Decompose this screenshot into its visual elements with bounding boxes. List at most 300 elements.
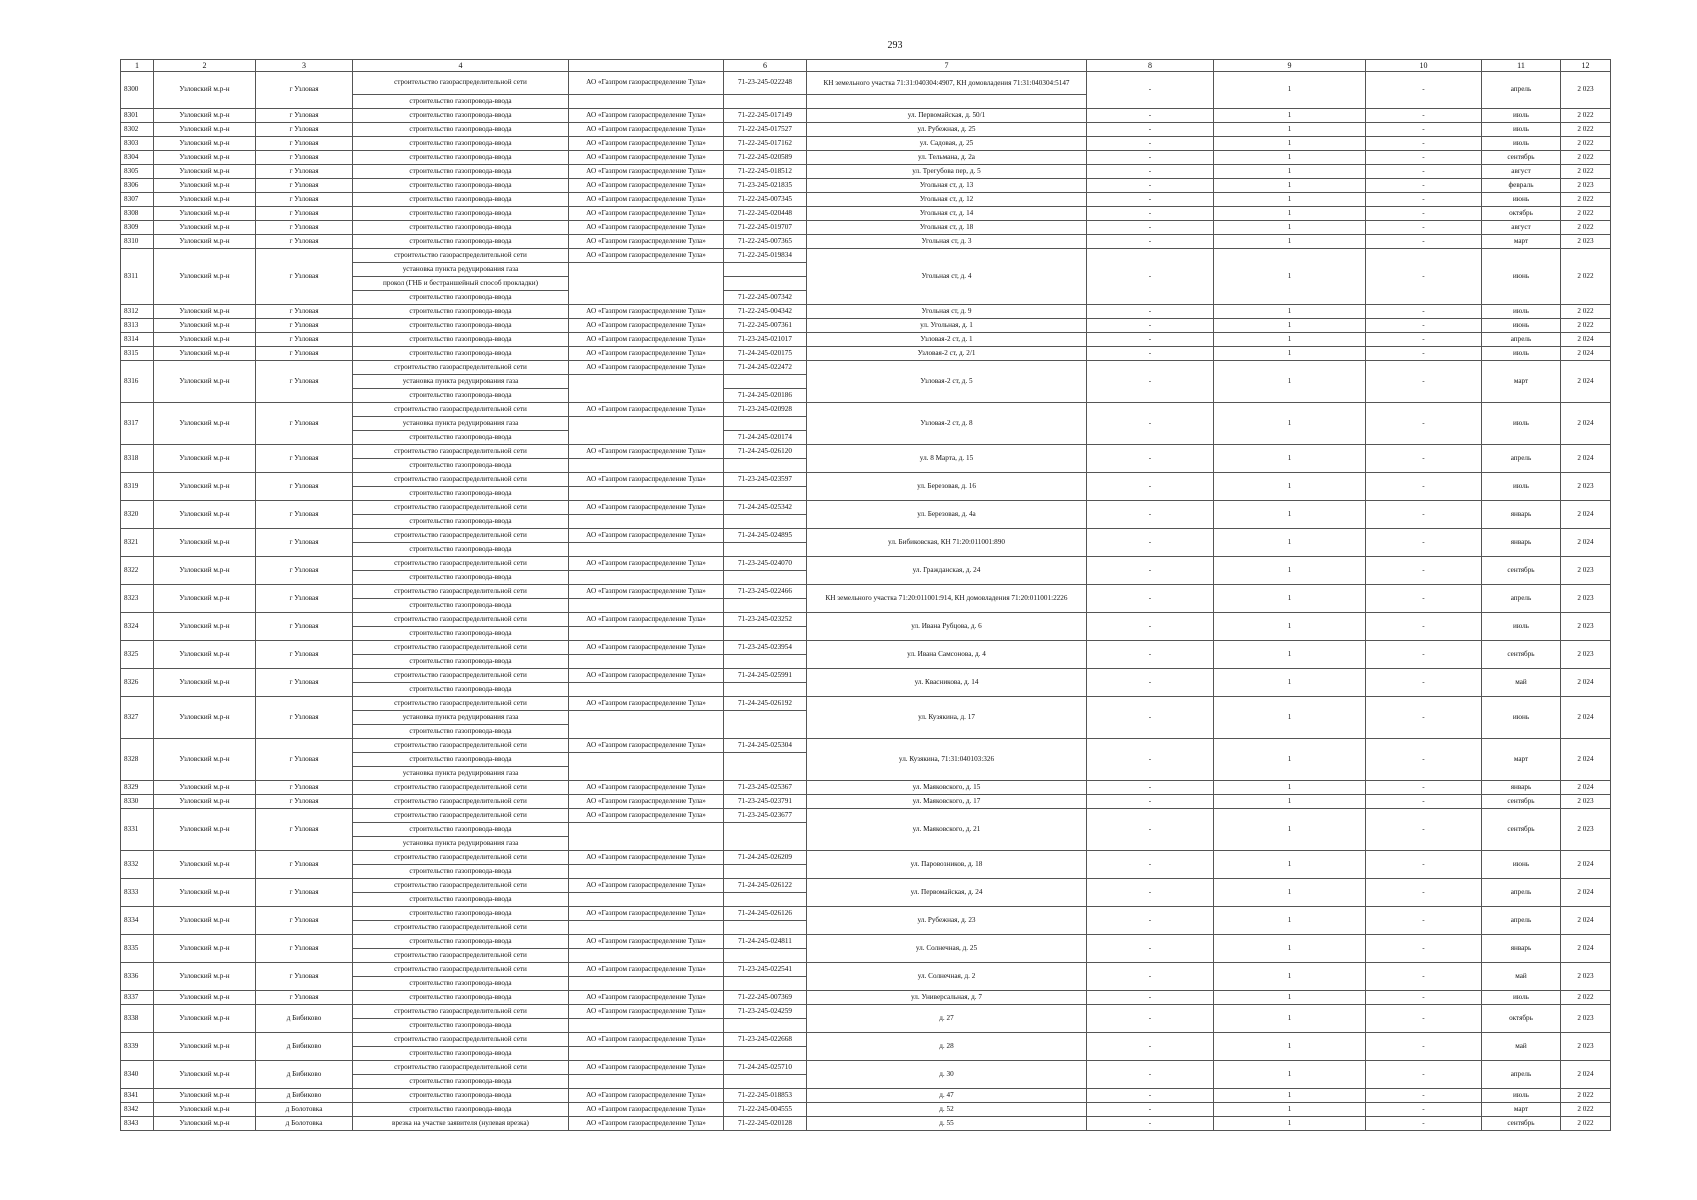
year-cell: 2 022 [1561,109,1611,123]
district-cell: Узловский м.р-н [154,795,256,809]
column-10-cell: - [1366,879,1482,907]
column-10-cell: - [1366,851,1482,879]
column-9-cell: 1 [1214,179,1366,193]
district-cell: Узловский м.р-н [154,557,256,585]
row-number-cell: 8337 [121,991,154,1005]
district-cell: Узловский м.р-н [154,179,256,193]
column-10-cell: - [1366,235,1482,249]
column-8-cell: - [1087,557,1214,585]
year-cell: 2 024 [1561,739,1611,781]
table-row [121,851,1611,865]
column-10-cell: - [1366,151,1482,165]
work-type-cell: строительство газопровода-ввода [353,487,569,501]
organization-cell-empty [569,711,724,739]
column-10-cell: - [1366,305,1482,319]
locality-cell: г Узловая [256,207,353,221]
locality-cell: г Узловая [256,669,353,697]
organization-cell-empty [569,949,724,963]
row-number-cell: 8335 [121,935,154,963]
month-cell: июль [1482,1089,1561,1103]
work-type-cell: прокол (ГНБ и бестраншейный способ прокладки) [353,277,569,291]
row-number-cell: 8306 [121,179,154,193]
district-cell: Узловский м.р-н [154,193,256,207]
organization-cell-empty [569,417,724,445]
work-type-cell: строительство газопровода-ввода [353,137,569,151]
work-type-cell: строительство газораспределительной сети [353,697,569,711]
column-9-cell: 1 [1214,151,1366,165]
month-cell: май [1482,963,1561,991]
column-8-cell: - [1087,795,1214,809]
year-cell: 2 022 [1561,305,1611,319]
column-10-cell: - [1366,935,1482,963]
locality-cell: г Узловая [256,907,353,935]
work-type-cell: строительство газопровода-ввода [353,109,569,123]
locality-cell: г Узловая [256,137,353,151]
year-cell: 2 024 [1561,907,1611,935]
column-9-cell: 1 [1214,1005,1366,1033]
request-code-cell: 71-22-245-007361 [724,319,807,333]
column-10-cell: - [1366,781,1482,795]
work-type-cell: строительство газораспределительной сети [353,585,569,599]
month-cell: июль [1482,109,1561,123]
column-9-cell: 1 [1214,851,1366,879]
table-row [121,739,1611,753]
organization-cell: АО «Газпром газораспределение Тула» [569,529,724,543]
column-9-cell: 1 [1214,879,1366,907]
column-9-cell: 1 [1214,165,1366,179]
work-type-cell: строительство газораспределительной сети [353,739,569,753]
work-type-cell: строительство газопровода-ввода [353,725,569,739]
column-8-cell: - [1087,669,1214,697]
organization-cell: АО «Газпром газораспределение Тула» [569,781,724,795]
month-cell: апрель [1482,333,1561,347]
address-cell-empty [807,95,1087,109]
organization-cell-empty [569,95,724,109]
address-cell: ул. Рубежная, д. 23 [807,907,1087,935]
district-cell: Узловский м.р-н [154,109,256,123]
column-10-cell: - [1366,641,1482,669]
request-code-cell: 71-24-245-026192 [724,697,807,711]
month-cell: сентябрь [1482,151,1561,165]
district-cell: Узловский м.р-н [154,851,256,879]
work-type-cell: строительство газопровода-ввода [353,907,569,921]
locality-cell: д Бибиково [256,1005,353,1033]
district-cell: Узловский м.р-н [154,221,256,235]
address-cell: ул. Рубежная, д. 25 [807,123,1087,137]
address-cell: ул. Маяковского, д. 17 [807,795,1087,809]
district-cell: Узловский м.р-н [154,137,256,151]
work-type-cell: строительство газораспределительной сети [353,669,569,683]
month-cell: январь [1482,529,1561,557]
table-row [121,1089,1611,1103]
column-8-cell: - [1087,907,1214,935]
month-cell: сентябрь [1482,641,1561,669]
column-9-cell: 1 [1214,641,1366,669]
table-row [121,585,1611,599]
district-cell: Узловский м.р-н [154,403,256,445]
column-9-cell: 1 [1214,907,1366,935]
organization-cell: АО «Газпром газораспределение Тула» [569,319,724,333]
organization-cell-empty [569,683,724,697]
table-row [121,221,1611,235]
column-8-cell: - [1087,501,1214,529]
work-type-cell: строительство газопровода-ввода [353,935,569,949]
table-row [121,72,1611,95]
organization-cell-empty [569,599,724,613]
column-9-cell: 1 [1214,207,1366,221]
request-code-cell: 71-23-245-021835 [724,179,807,193]
address-cell: ул. Тельмана, д. 2а [807,151,1087,165]
request-code-cell: 71-22-245-007342 [724,291,807,305]
column-10-cell: - [1366,361,1482,403]
locality-cell: г Узловая [256,641,353,669]
address-cell: Узловая-2 ст, д. 8 [807,403,1087,445]
column-10-cell: - [1366,991,1482,1005]
organization-cell: АО «Газпром газораспределение Тула» [569,1061,724,1075]
request-code-cell: 71-24-245-026126 [724,907,807,921]
column-8-cell: - [1087,739,1214,781]
work-type-cell: установка пункта редуцирования газа [353,711,569,725]
row-number-cell: 8330 [121,795,154,809]
locality-cell: г Узловая [256,501,353,529]
request-code-cell: 71-22-245-018512 [724,165,807,179]
work-type-cell: строительство газопровода-ввода [353,95,569,109]
column-10-cell: - [1366,193,1482,207]
work-type-cell: строительство газораспределительной сети [353,361,569,375]
column-10-cell: - [1366,907,1482,935]
year-cell: 2 023 [1561,641,1611,669]
row-number-cell: 8321 [121,529,154,557]
column-9-cell: 1 [1214,403,1366,445]
year-cell: 2 022 [1561,207,1611,221]
request-code-cell-empty [724,865,807,879]
address-cell: ул. 8 Марта, д. 15 [807,445,1087,473]
request-code-cell: 71-24-245-025710 [724,1061,807,1075]
table-row [121,1103,1611,1117]
organization-cell-empty [569,893,724,907]
row-number-cell: 8303 [121,137,154,151]
organization-cell: АО «Газпром газораспределение Тула» [569,851,724,865]
column-8-cell: - [1087,641,1214,669]
column-header: 2 [154,60,256,72]
column-header: 12 [1561,60,1611,72]
row-number-cell: 8339 [121,1033,154,1061]
row-number-cell: 8300 [121,72,154,109]
request-code-cell: 71-22-245-020589 [724,151,807,165]
request-code-cell-empty [724,487,807,501]
address-cell: ул. Березовая, д. 16 [807,473,1087,501]
locality-cell: г Узловая [256,249,353,305]
column-10-cell: - [1366,809,1482,851]
month-cell: июнь [1482,193,1561,207]
request-code-cell: 71-23-245-025367 [724,781,807,795]
year-cell: 2 023 [1561,613,1611,641]
work-type-cell: установка пункта редуцирования газа [353,417,569,431]
row-number-cell: 8332 [121,851,154,879]
request-code-cell-empty [724,655,807,669]
work-type-cell: строительство газораспределительной сети [353,473,569,487]
table-row [121,207,1611,221]
address-cell: ул. Садовая, д. 25 [807,137,1087,151]
year-cell: 2 023 [1561,1005,1611,1033]
request-code-cell: 71-23-245-022668 [724,1033,807,1047]
work-type-cell: строительство газораспределительной сети [353,1061,569,1075]
work-type-cell: строительство газопровода-ввода [353,123,569,137]
request-code-cell: 71-23-245-024259 [724,1005,807,1019]
organization-cell: АО «Газпром газораспределение Тула» [569,1117,724,1131]
year-cell: 2 022 [1561,319,1611,333]
district-cell: Узловский м.р-н [154,319,256,333]
address-cell: д. 28 [807,1033,1087,1061]
locality-cell: г Узловая [256,473,353,501]
month-cell: сентябрь [1482,809,1561,851]
page-number: 293 [887,40,903,51]
table-row [121,697,1611,711]
request-code-cell: 71-24-245-020175 [724,347,807,361]
column-9-cell: 1 [1214,1117,1366,1131]
column-9-cell: 1 [1214,193,1366,207]
district-cell: Узловский м.р-н [154,347,256,361]
column-8-cell: - [1087,123,1214,137]
district-cell: Узловский м.р-н [154,333,256,347]
column-9-cell: 1 [1214,1061,1366,1089]
work-type-cell: строительство газопровода-ввода [353,221,569,235]
organization-cell-empty [569,543,724,557]
request-code-cell-empty [724,683,807,697]
column-9-cell: 1 [1214,501,1366,529]
work-type-cell: строительство газопровода-ввода [353,515,569,529]
month-cell: июль [1482,613,1561,641]
year-cell: 2 022 [1561,1089,1611,1103]
address-cell: Узловая-2 ст, д. 1 [807,333,1087,347]
organization-cell: АО «Газпром газораспределение Тула» [569,347,724,361]
year-cell: 2 024 [1561,361,1611,403]
column-10-cell: - [1366,1089,1482,1103]
request-code-cell: 71-22-245-020448 [724,207,807,221]
locality-cell: г Узловая [256,109,353,123]
locality-cell: г Узловая [256,557,353,585]
table-row [121,249,1611,263]
column-9-cell: 1 [1214,347,1366,361]
request-code-cell: 71-22-245-007369 [724,991,807,1005]
work-type-cell: строительство газораспределительной сети [353,641,569,655]
work-type-cell: строительство газопровода-ввода [353,977,569,991]
column-10-cell: - [1366,347,1482,361]
column-8-cell: - [1087,851,1214,879]
table-row [121,669,1611,683]
table-row [121,1117,1611,1131]
address-cell: Узловая-2 ст, д. 2/1 [807,347,1087,361]
month-cell: сентябрь [1482,795,1561,809]
month-cell: март [1482,235,1561,249]
column-9-cell: 1 [1214,991,1366,1005]
column-10-cell: - [1366,1117,1482,1131]
request-code-cell: 71-24-245-025991 [724,669,807,683]
column-8-cell: - [1087,109,1214,123]
table-row [121,179,1611,193]
work-type-cell: строительство газопровода-ввода [353,1019,569,1033]
month-cell: июль [1482,123,1561,137]
month-cell: март [1482,361,1561,403]
district-cell: Узловский м.р-н [154,529,256,557]
year-cell: 2 022 [1561,193,1611,207]
district-cell: Узловский м.р-н [154,1061,256,1089]
locality-cell: д Бибиково [256,1061,353,1089]
column-10-cell: - [1366,123,1482,137]
column-10-cell: - [1366,501,1482,529]
column-10-cell: - [1366,473,1482,501]
row-number-cell: 8311 [121,249,154,305]
column-header [569,60,724,72]
column-8-cell: - [1087,1117,1214,1131]
locality-cell: г Узловая [256,305,353,319]
row-number-cell: 8338 [121,1005,154,1033]
address-cell: д. 47 [807,1089,1087,1103]
request-code-cell: 71-24-245-026120 [724,445,807,459]
column-8-cell: - [1087,249,1214,305]
table-row [121,809,1611,823]
work-type-cell: установка пункта редуцирования газа [353,837,569,851]
table-row [121,305,1611,319]
organization-cell: АО «Газпром газораспределение Тула» [569,669,724,683]
column-9-cell: 1 [1214,1103,1366,1117]
request-code-cell-empty [724,417,807,431]
year-cell: 2 023 [1561,473,1611,501]
column-10-cell: - [1366,739,1482,781]
work-type-cell: строительство газопровода-ввода [353,151,569,165]
work-type-cell: строительство газораспределительной сети [353,921,569,935]
locality-cell: д Болотовка [256,1103,353,1117]
work-type-cell: строительство газораспределительной сети [353,613,569,627]
locality-cell: г Узловая [256,935,353,963]
table-row [121,473,1611,487]
organization-cell-empty [569,571,724,585]
organization-cell: АО «Газпром газораспределение Тула» [569,963,724,977]
district-cell: Узловский м.р-н [154,585,256,613]
district-cell: Узловский м.р-н [154,739,256,781]
district-cell: Узловский м.р-н [154,669,256,697]
address-cell: ул. Маяковского, д. 15 [807,781,1087,795]
request-code-cell: 71-24-245-020174 [724,431,807,445]
column-8-cell: - [1087,781,1214,795]
month-cell: сентябрь [1482,557,1561,585]
year-cell: 2 024 [1561,935,1611,963]
work-type-cell: установка пункта редуцирования газа [353,767,569,781]
organization-cell: АО «Газпром газораспределение Тула» [569,72,724,95]
row-number-cell: 8324 [121,613,154,641]
month-cell: сентябрь [1482,1117,1561,1131]
column-10-cell: - [1366,72,1482,109]
month-cell: июль [1482,137,1561,151]
request-code-cell: 71-23-245-022541 [724,963,807,977]
address-cell: КН земельного участка 71:31:040304:4907, КН домовладения 71:31:040304:5147 [807,72,1087,95]
organization-cell-empty [569,263,724,305]
locality-cell: г Узловая [256,697,353,739]
district-cell: Узловский м.р-н [154,613,256,641]
month-cell: август [1482,165,1561,179]
column-9-cell: 1 [1214,235,1366,249]
year-cell: 2 024 [1561,529,1611,557]
request-code-cell-empty [724,627,807,641]
year-cell: 2 022 [1561,1103,1611,1117]
row-number-cell: 8327 [121,697,154,739]
organization-cell-empty [569,515,724,529]
column-header: 6 [724,60,807,72]
work-type-cell: строительство газораспределительной сети [353,879,569,893]
works-table [120,59,1611,1131]
row-number-cell: 8309 [121,221,154,235]
address-cell: ул. Первомайская, д. 24 [807,879,1087,907]
column-9-cell: 1 [1214,963,1366,991]
district-cell: Узловский м.р-н [154,305,256,319]
row-number-cell: 8320 [121,501,154,529]
locality-cell: г Узловая [256,193,353,207]
year-cell: 2 022 [1561,249,1611,305]
column-8-cell: - [1087,305,1214,319]
month-cell: июнь [1482,249,1561,305]
column-8-cell: - [1087,151,1214,165]
column-9-cell: 1 [1214,781,1366,795]
column-8-cell: - [1087,879,1214,907]
month-cell: январь [1482,501,1561,529]
column-8-cell: - [1087,529,1214,557]
row-number-cell: 8326 [121,669,154,697]
locality-cell: г Узловая [256,991,353,1005]
district-cell: Узловский м.р-н [154,781,256,795]
year-cell: 2 022 [1561,1117,1611,1131]
column-8-cell: - [1087,179,1214,193]
organization-cell-empty [569,375,724,403]
table-row [121,557,1611,571]
column-10-cell: - [1366,333,1482,347]
column-8-cell: - [1087,72,1214,109]
row-number-cell: 8341 [121,1089,154,1103]
organization-cell: АО «Газпром газораспределение Тула» [569,739,724,753]
organization-cell: АО «Газпром газораспределение Тула» [569,613,724,627]
request-code-cell-empty [724,711,807,739]
column-9-cell: 1 [1214,795,1366,809]
work-type-cell: строительство газопровода-ввода [353,599,569,613]
year-cell: 2 023 [1561,1033,1611,1061]
district-cell: Узловский м.р-н [154,249,256,305]
column-10-cell: - [1366,249,1482,305]
column-10-cell: - [1366,963,1482,991]
column-9-cell: 1 [1214,739,1366,781]
organization-cell: АО «Газпром газораспределение Тула» [569,361,724,375]
request-code-cell-empty [724,599,807,613]
address-cell: ул. Первомайская, д. 50/1 [807,109,1087,123]
locality-cell: г Узловая [256,739,353,781]
request-code-cell-empty [724,1075,807,1089]
locality-cell: г Узловая [256,809,353,851]
row-number-cell: 8314 [121,333,154,347]
row-number-cell: 8315 [121,347,154,361]
column-8-cell: - [1087,1061,1214,1089]
year-cell: 2 023 [1561,809,1611,851]
row-number-cell: 8343 [121,1117,154,1131]
district-cell: Узловский м.р-н [154,165,256,179]
table-row [121,193,1611,207]
column-8-cell: - [1087,585,1214,613]
month-cell: май [1482,669,1561,697]
row-number-cell: 8316 [121,361,154,403]
column-8-cell: - [1087,991,1214,1005]
request-code-cell: 71-24-245-024811 [724,935,807,949]
locality-cell: г Узловая [256,347,353,361]
row-number-cell: 8340 [121,1061,154,1089]
column-header: 11 [1482,60,1561,72]
locality-cell: г Узловая [256,781,353,795]
